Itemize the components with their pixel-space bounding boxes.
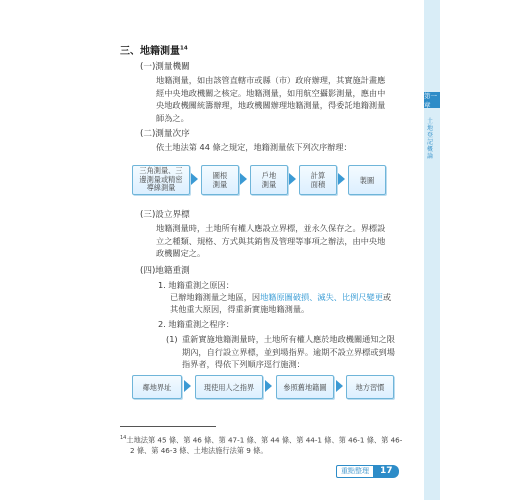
item-para-label: (1) — [166, 334, 178, 344]
chapter-side-title: 土地登記概論 — [427, 118, 434, 160]
item-para-body — [182, 333, 395, 371]
item-heading-2: 2. 地籍重測之程序： — [158, 319, 234, 329]
page-label: 重點整理 — [336, 465, 374, 478]
arrow-right-icon — [191, 173, 198, 185]
flow2-step-1: 鄰地界址 — [132, 375, 182, 399]
arrow-right-icon — [184, 380, 191, 392]
item-heading-1: 1. 地籍重測之原因： — [158, 280, 234, 290]
flow2-step-4: 地方習慣 — [346, 375, 394, 399]
footnote: $^{14}$土地法第 45 條、第 46 條、第 47-1 條、第 44 條、第 44-1 條、第 46-1 條、第 46- 2 條、第 46-3 條、土地法施行法第 9 條。 — [120, 435, 403, 456]
chapter-side-tab — [424, 0, 440, 500]
flow-step-5: 製圖 — [348, 165, 386, 195]
subsection-body-3 — [156, 222, 385, 260]
page-number-badge — [336, 465, 399, 478]
highlighted-text: 地籍原圖破損、滅失、比例尺變更 — [260, 292, 383, 302]
arrow-right-icon — [289, 173, 296, 185]
flow-step-1: 三角測量、三 邊測量或精密 導線測量 — [132, 165, 190, 195]
paragraph-line: 地籍測量，如由該管直轄市或縣（市）政府辦理，其實施計畫應 — [156, 75, 386, 85]
page-number: 17 — [374, 465, 399, 478]
flow-step-4: 計算 面積 — [299, 165, 337, 195]
subsection-heading-2: (二)測量次序 — [140, 129, 190, 139]
paragraph-line: 期內，自行設立界標，並到場指界。逾期不設立界標或到場 — [182, 346, 395, 357]
section-title: 三、地籍測量$^{14}$ — [120, 45, 188, 57]
flow2-step-3: 參照舊地籍圖 — [276, 375, 334, 399]
paragraph-line: 重新實施地籍測量時，土地所有權人應於地政機關通知之限 — [182, 334, 395, 344]
arrow-right-icon — [240, 173, 247, 185]
paragraph-line: 立之種類、規格、方式與其銷售及管理等事項之辦法，由中央地 — [156, 235, 386, 246]
subsection-heading-4: (四)地籍重測 — [140, 266, 190, 276]
chapter-tab-label: 第一章 — [424, 92, 440, 108]
subsection-heading-3: (三)設立界標 — [140, 210, 190, 220]
subsection-body-1 — [156, 74, 385, 124]
paragraph-line: 政機關定之。 — [156, 248, 206, 258]
flow-step-2: 圖根 測量 — [201, 165, 239, 195]
subsection-intro-2: 依土地法第 44 條之規定，地籍測量依下列次序辦理： — [156, 142, 352, 152]
paragraph-line: 央地政機關統籌辦理，地政機關辦理地籍測量，得委託地籍測量 — [156, 100, 386, 110]
paragraph-line: 經中央地政機關之核定。地籍測量，如用航空攝影測量，應由中 — [156, 87, 386, 98]
item-body-1-line2: 其他重大原因，得重新實施地籍測量。 — [170, 304, 310, 314]
flow-step-3: 戶地 測量 — [250, 165, 288, 195]
arrow-right-icon — [265, 380, 272, 392]
footnote-divider — [120, 426, 216, 427]
paragraph-line: 地籍測量時，土地所有權人應設立界標，並永久保存之。界標設 — [156, 223, 386, 233]
subsection-heading-1: (一)測量機關 — [140, 62, 190, 72]
arrow-right-icon — [336, 380, 343, 392]
paragraph-line: 師為之。 — [156, 112, 189, 123]
flow2-step-2: 現使用人之指界 — [195, 375, 263, 399]
paragraph-line: 指界者，得依下列順序逕行施測： — [182, 359, 305, 369]
arrow-right-icon — [338, 173, 345, 185]
item-body-1: 已辦地籍測量之地區，因地籍原圖破損、滅失、比例尺變更或 — [170, 292, 392, 302]
